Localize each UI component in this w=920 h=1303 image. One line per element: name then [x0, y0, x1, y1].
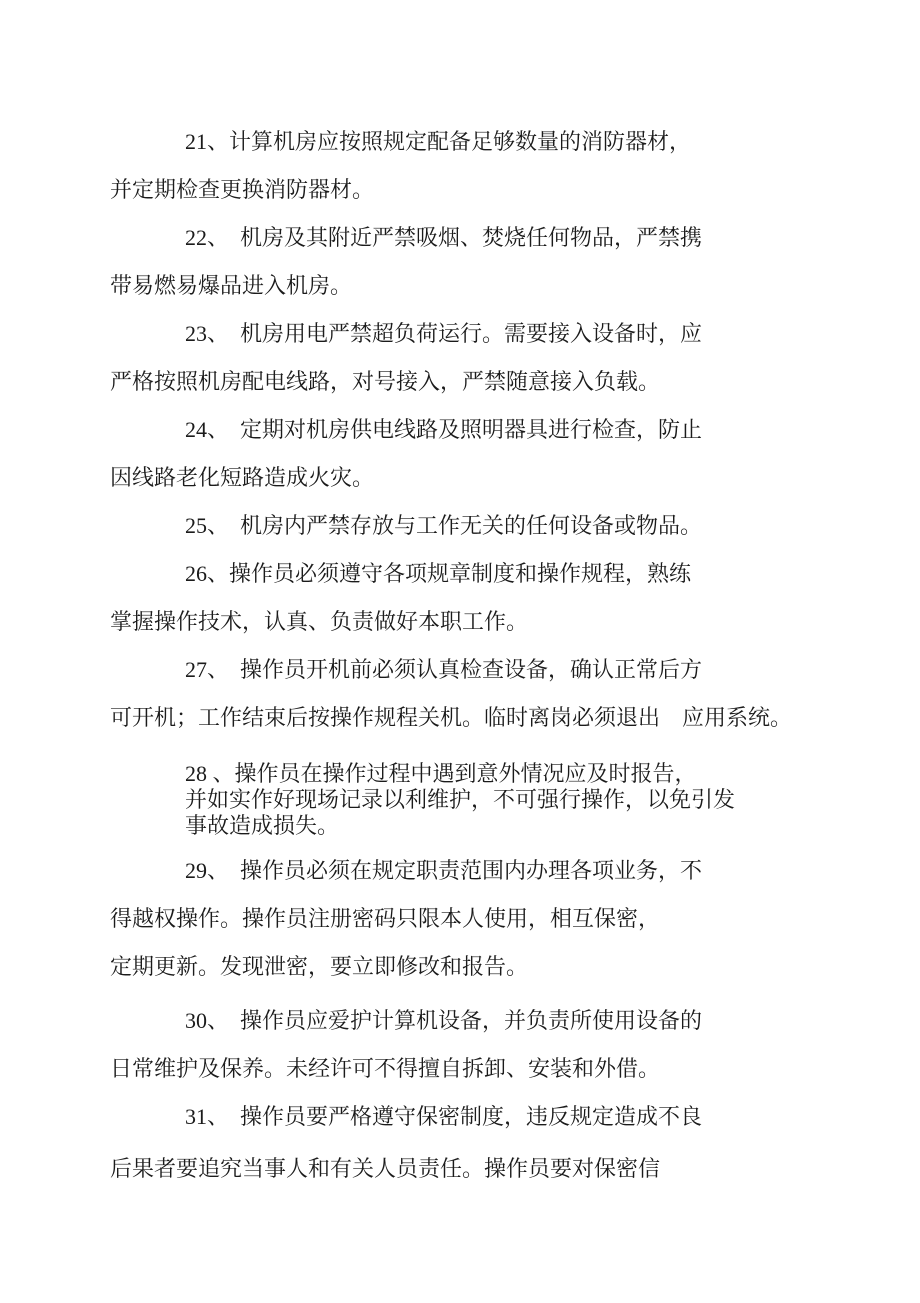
text-line: 日常维护及保养。未经许可不得擅自拆卸、安装和外借。	[110, 1056, 661, 1081]
text-line: 得越权操作。操作员注册密码只限本人使用，相互保密，	[110, 906, 661, 931]
text-line-item28-block: 28 、操作员在操作过程中遇到意外情况应及时报告，	[185, 761, 697, 786]
text-line-item28-block: 并如实作好现场记录以利维护，不可强行操作，以免引发	[185, 787, 736, 812]
text-line: 22、 机房及其附近严禁吸烟、焚烧任何物品，严禁携	[185, 225, 703, 250]
text-line: 23、 机房用电严禁超负荷运行。需要接入设备时，应	[185, 321, 703, 346]
text-line: 31、 操作员要严格遵守保密制度，违反规定造成不良	[185, 1104, 703, 1129]
text-line-item28-block: 事故造成损失。	[185, 813, 340, 838]
text-line: 并定期检查更换消防器材。	[110, 177, 375, 202]
text-line: 因线路老化短路造成火灾。	[110, 465, 375, 490]
text-line: 27、 操作员开机前必须认真检查设备，确认正常后方	[185, 657, 703, 682]
text-line: 21、计算机房应按照规定配备足够数量的消防器材，	[185, 129, 692, 154]
text-line: 带易燃易爆品进入机房。	[110, 273, 353, 298]
text-line: 30、 操作员应爱护计算机设备，并负责所使用设备的	[185, 1008, 703, 1033]
text-line: 定期更新。发现泄密，要立即修改和报告。	[110, 954, 529, 979]
text-line: 掌握操作技术，认真、负责做好本职工作。	[110, 609, 529, 634]
text-line: 26、操作员必须遵守各项规章制度和操作规程，熟练	[185, 561, 692, 586]
text-line: 24、 定期对机房供电线路及照明器具进行检查，防止	[185, 417, 703, 442]
text-line: 后果者要追究当事人和有关人员责任。操作员要对保密信	[110, 1156, 661, 1181]
text-line: 可开机；工作结束后按操作规程关机。临时离岗必须退出 应用系统。	[110, 705, 793, 730]
text-line: 严格按照机房配电线路，对号接入，严禁随意接入负载。	[110, 369, 661, 394]
text-line: 29、 操作员必须在规定职责范围内办理各项业务，不	[185, 858, 703, 883]
text-line: 25、 机房内严禁存放与工作无关的任何设备或物品。	[185, 513, 703, 538]
